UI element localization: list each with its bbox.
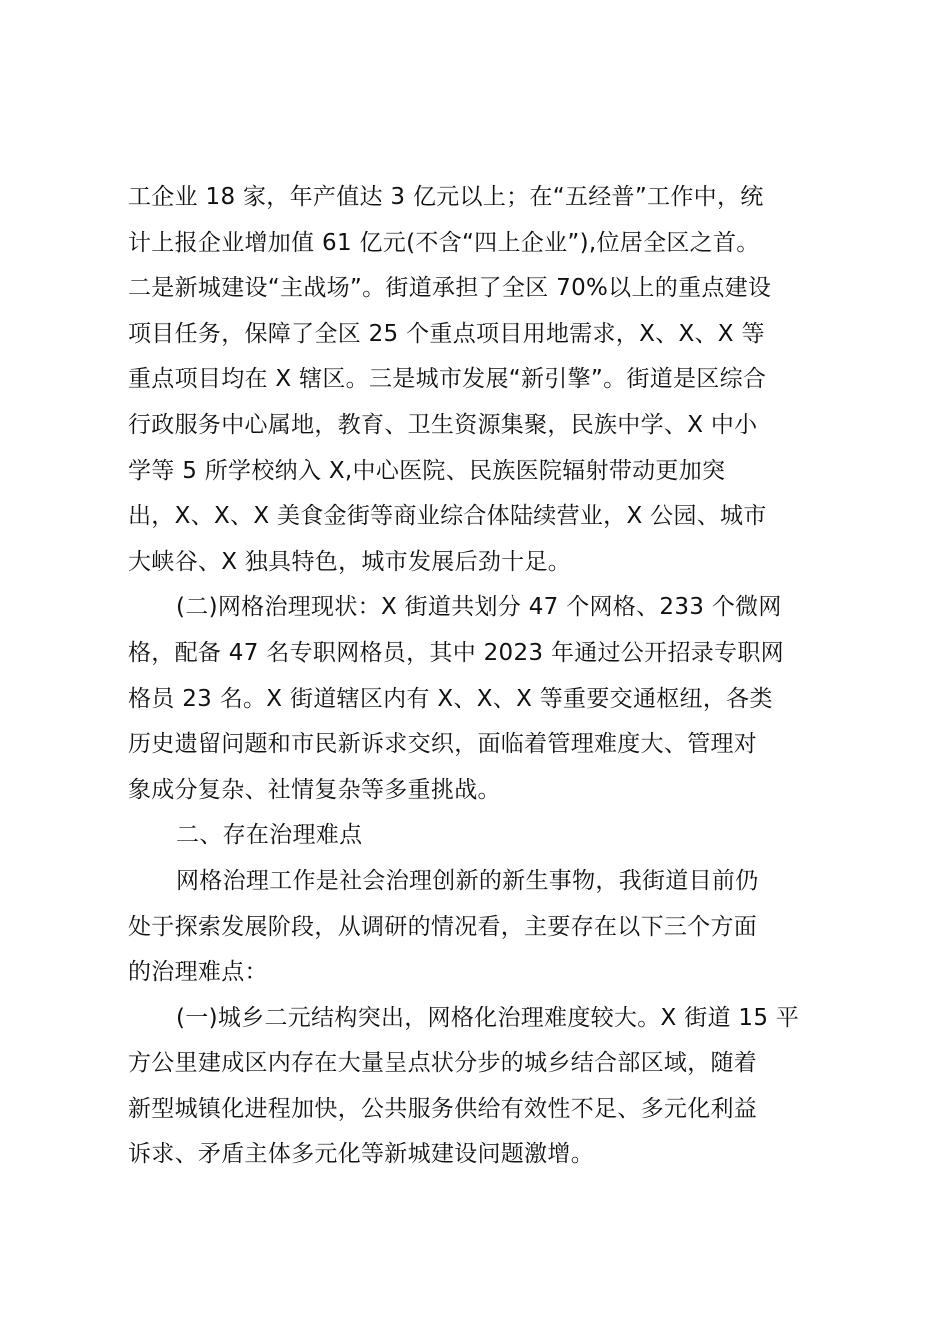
text-line: (二)网格治理现状：X 街道共划分 47 个网格、233 个微网 [176, 594, 782, 621]
text-line: 新型城镇化进程加快，公共服务供给有效性不足、多元化利益 [128, 1095, 758, 1122]
text-line: 重点项目均在 X 辖区。三是城市发展“新引擎”。街道是区综合 [128, 366, 767, 393]
text-line: 象成分复杂、社情复杂等多重挑战。 [128, 776, 501, 803]
text-line: (一)城乡二元结构突出，网格化治理难度较大。X 街道 15 平 [176, 1004, 800, 1031]
text-line: 网格治理工作是社会治理创新的新生事物，我街道目前仍 [176, 867, 759, 894]
text-line: 二是新城建设“主战场”。街道承担了全区 70%以上的重点建设 [128, 275, 772, 302]
text-line: 格，配备 47 名专职网格员，其中 2023 年通过公开招录专职网 [128, 639, 784, 666]
text-line: 计上报企业增加值 61 亿元(不含“四上企业”),位居全区之首。 [128, 229, 760, 256]
text-line: 二、存在治理难点 [176, 822, 363, 849]
body-text [128, 175, 828, 1178]
text-line: 学等 5 所学校纳入 X,中心医院、民族医院辐射带动更加突 [128, 457, 726, 484]
text-line: 历史遗留问题和市民新诉求交织，面临着管理难度大、管理对 [128, 731, 758, 758]
text-line: 出，X、X、X 美食金街等商业综合体陆续营业，X 公园、城市 [128, 503, 767, 530]
text-line: 的治理难点： [128, 959, 268, 986]
text-line: 大峡谷、X 独具特色，城市发展后劲十足。 [128, 548, 572, 575]
text-line: 处于探索发展阶段，从调研的情况看，主要存在以下三个方面 [128, 913, 758, 940]
text-line: 方公里建成区内存在大量呈点状分步的城乡结合部区域，随着 [128, 1050, 758, 1077]
text-line: 诉求、矛盾主体多元化等新城建设问题激增。 [128, 1141, 594, 1168]
text-line: 行政服务中心属地，教育、卫生资源集聚，民族中学、X 中小 [128, 411, 758, 438]
text-line: 项目任务，保障了全区 25 个重点项目用地需求，X、X、X 等 [128, 320, 765, 347]
text-line: 格员 23 名。X 街道辖区内有 X、X、X 等重要交通枢纽，各类 [128, 685, 773, 712]
text-line: 工企业 18 家，年产值达 3 亿元以上；在“五经普”工作中，统 [128, 184, 764, 210]
